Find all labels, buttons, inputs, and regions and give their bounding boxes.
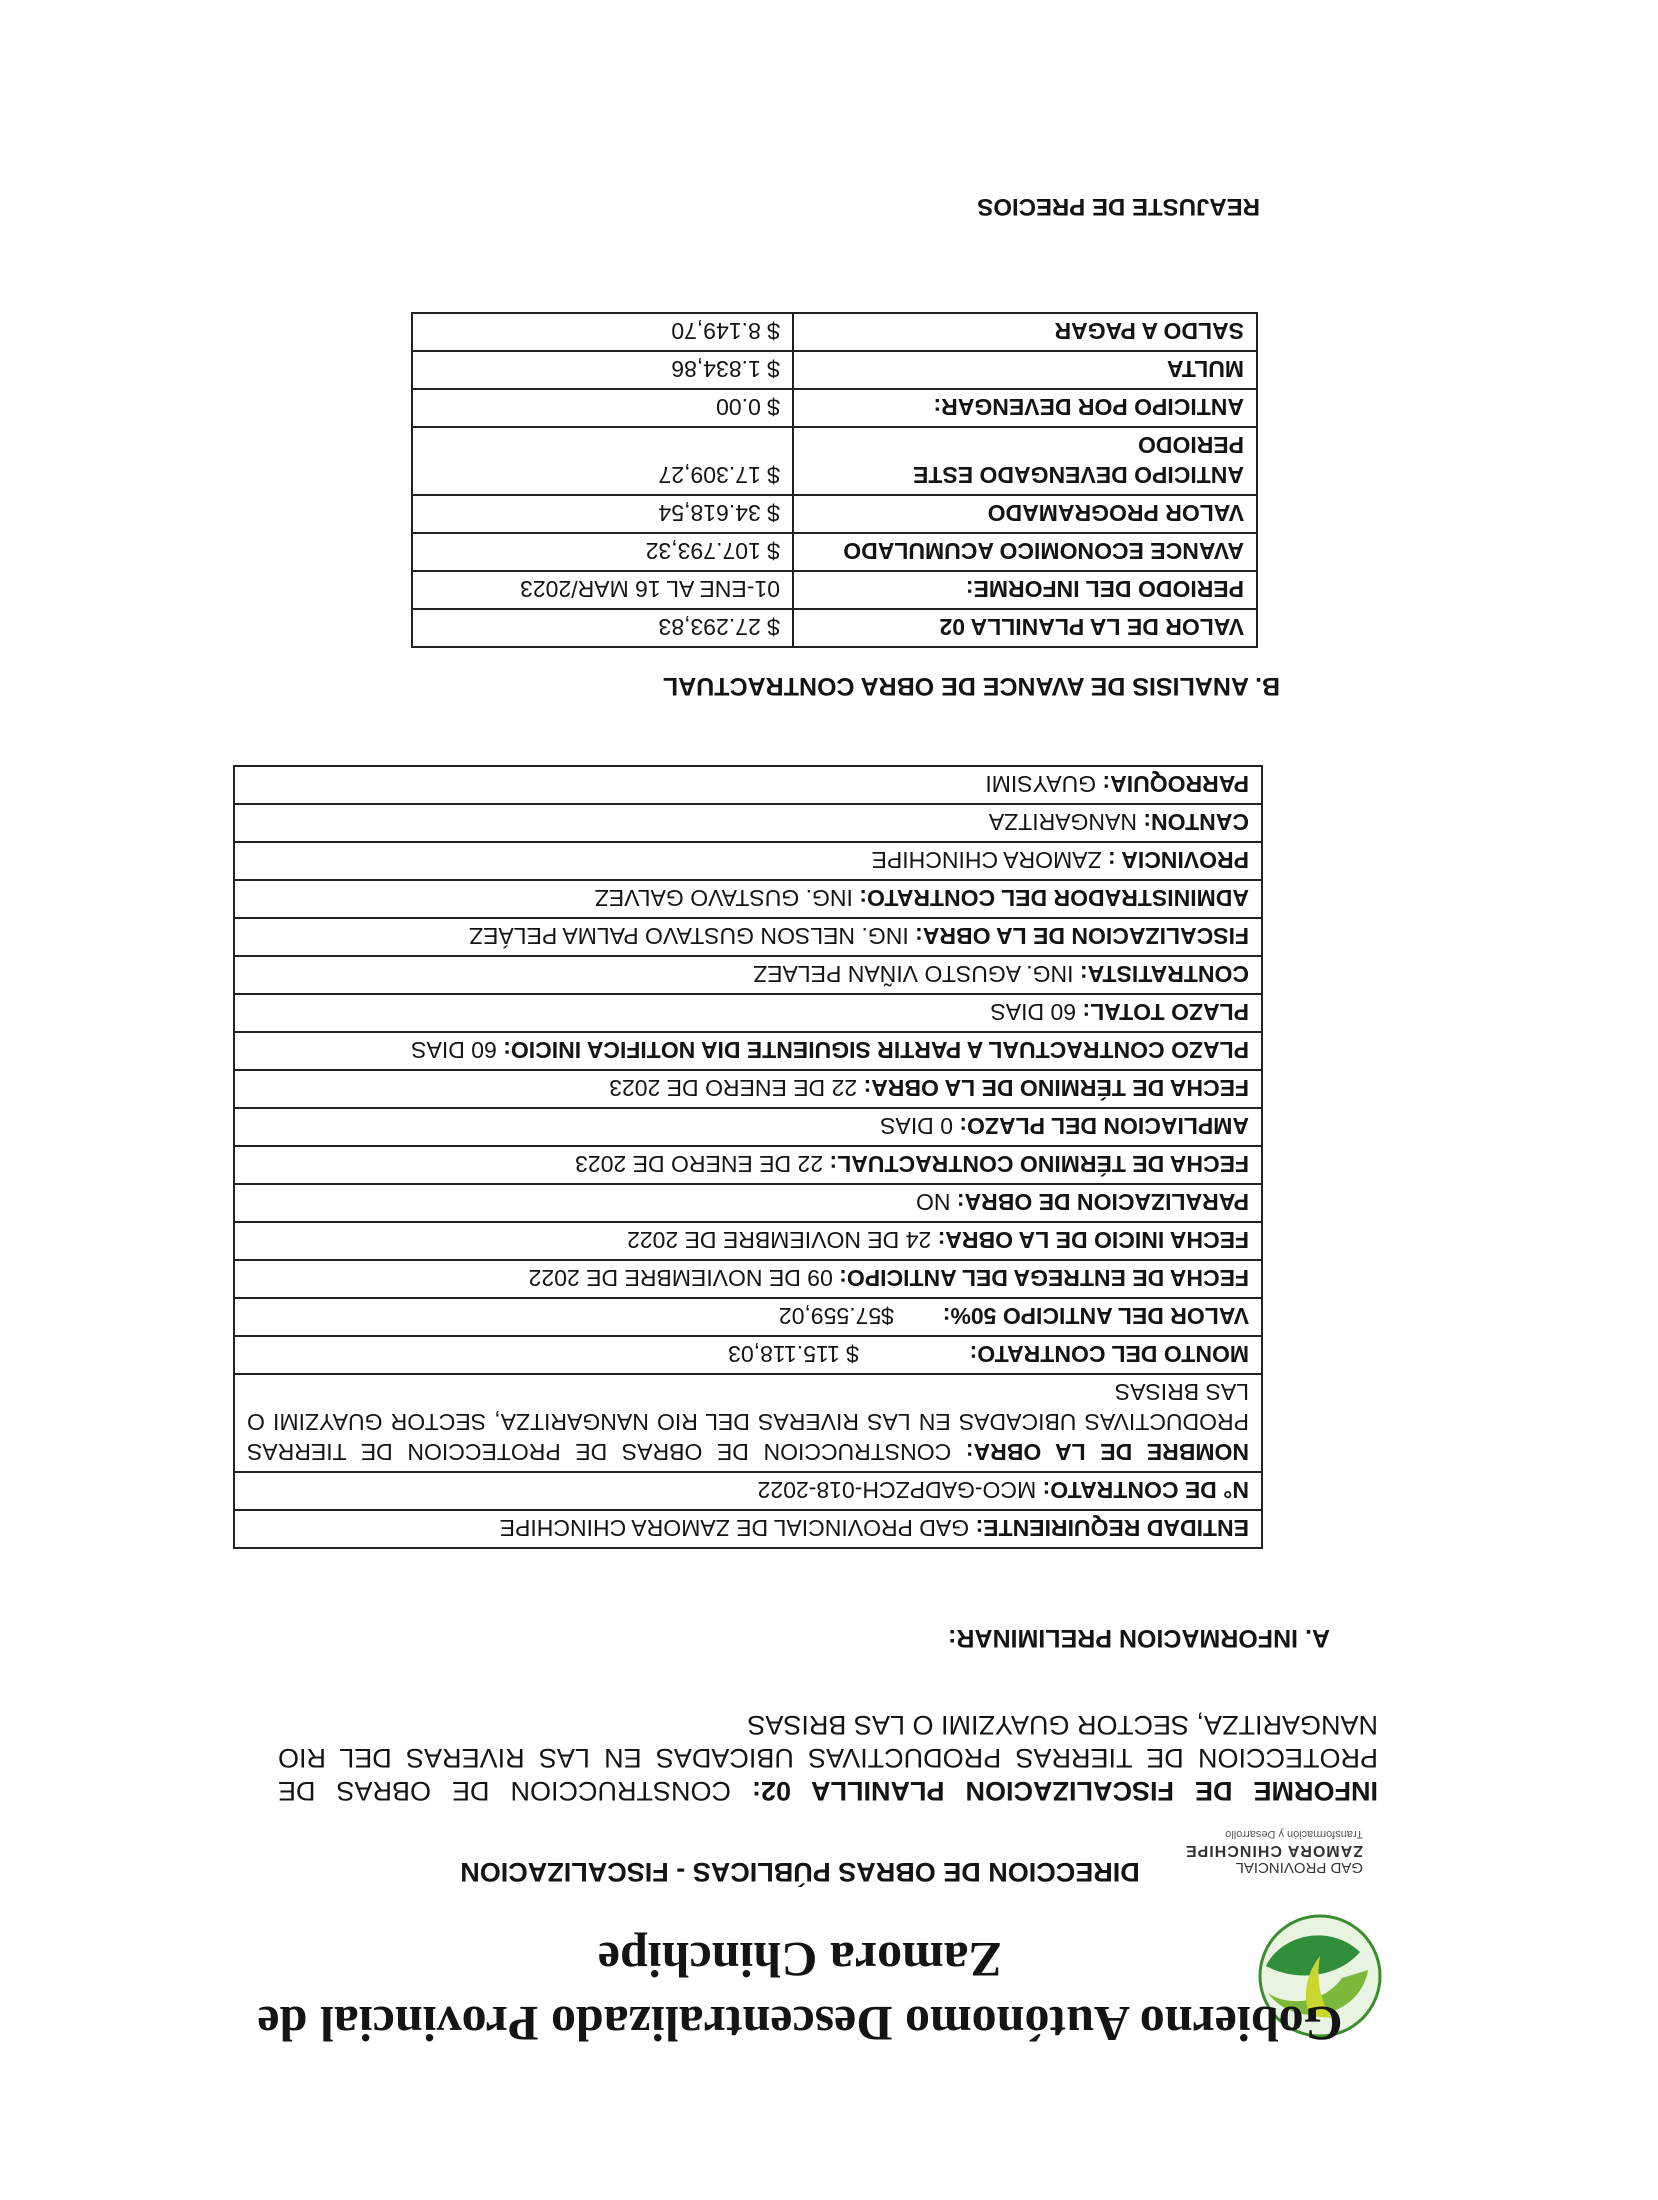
table-row (234, 1510, 1262, 1548)
row-value: $ 1.834,86 (412, 351, 793, 389)
table-row (234, 1298, 1262, 1336)
table-row (412, 571, 1257, 609)
table-row (412, 313, 1257, 351)
row-label: MULTA (793, 351, 1257, 389)
progress-analysis-table (411, 312, 1258, 648)
row-label: ADMINISTRADOR DEL CONTRATO: (859, 885, 1249, 911)
table-row (412, 389, 1257, 427)
row-label: VALOR DEL ANTICIPO 50%: (942, 1303, 1249, 1329)
table-row (234, 1184, 1262, 1222)
org-name-line-1: Gobierno Autónomo Descentralizado Provincial de (257, 1996, 1343, 2052)
row-value: 09 DE NOVIEMBRE DE 2022 (528, 1265, 833, 1291)
row-value: 22 DE ENERO DE 2023 (575, 1151, 824, 1177)
section-a-heading: A. INFORMACION PRELIMINAR: (948, 1624, 1330, 1652)
row-value: MCO-GADPZCH-018-2022 (757, 1477, 1037, 1503)
row-value: NANGARITZA (988, 809, 1137, 835)
row-label: VALOR PROGRAMADO (793, 495, 1257, 533)
row-label: CANTON: (1143, 809, 1249, 835)
table-row (234, 956, 1262, 994)
table-row (234, 1336, 1262, 1374)
table-row (234, 804, 1262, 842)
row-value: $ 0.00 (412, 389, 793, 427)
table-row (234, 1070, 1262, 1108)
direction-heading: DIRECCION DE OBRAS PÚBLICAS - FISCALIZACION (460, 1857, 1140, 1887)
row-value: 01-ENE AL 16 MAR/2023 (412, 571, 793, 609)
price-adjustment-heading: REAJUSTE DE PRECIOS (977, 193, 1260, 220)
organization-name (210, 1928, 1390, 2056)
row-value: $57.559,02 (778, 1303, 894, 1329)
report-title-bold: INFORME DE FISCALIZACION PLANILLA 02: (752, 1776, 1378, 1806)
logo-caption-line-3: Transformación y Desarrollo (1225, 1828, 1363, 1840)
row-label: NOMBRE DE LA OBRA: (965, 1439, 1249, 1465)
row-label: ANTICIPO DEVENGADO ESTE PERIODO (793, 427, 1257, 495)
report-title (278, 1708, 1378, 1807)
row-label: PERIODO DEL INFORME: (793, 571, 1257, 609)
row-value: NO (915, 1189, 951, 1215)
table-row (234, 994, 1262, 1032)
row-label: PROVINCIA : (1108, 847, 1249, 873)
row-value: 60 DIAS (411, 1037, 497, 1063)
row-value: CONSTRUCCION DE OBRAS DE PROTECCION DE TIERRAS PRODUCTIVAS UBICADAS EN LAS RIVERAS DEL RIO NANGARITZA, SECTOR GUAYZIMI O LAS BRISAS (246, 1379, 1249, 1465)
table-row (234, 880, 1262, 918)
row-label: VALOR DE LA PLANILLA 02 (793, 609, 1257, 647)
table-row (234, 842, 1262, 880)
row-label: FECHA DE TÉRMINO CONTRACTUAL: (829, 1151, 1249, 1177)
row-value: $ 115.118,03 (728, 1341, 859, 1367)
row-label: AMPLIACION DEL PLAZO: (959, 1113, 1249, 1139)
table-row (234, 1108, 1262, 1146)
table-row (234, 1032, 1262, 1070)
row-value: 60 DIAS (990, 999, 1077, 1025)
org-name-line-2: Zamora Chinchipe (597, 1932, 1003, 1988)
row-value: 22 DE ENERO DE 2023 (609, 1075, 858, 1101)
table-row (234, 918, 1262, 956)
row-label: FECHA INICIO DE LA OBRA: (937, 1227, 1249, 1253)
table-row (412, 533, 1257, 571)
row-value: $ 8.149,70 (412, 313, 793, 351)
table-row (234, 1472, 1262, 1510)
row-label: CONTRATISTA: (1079, 961, 1249, 987)
row-label: AVANCE ECONOMICO ACUMULADO (793, 533, 1257, 571)
row-label: PARALIZACION DE OBRA: (956, 1189, 1249, 1215)
table-row (412, 495, 1257, 533)
table-row (412, 427, 1257, 495)
table-row (234, 1374, 1262, 1472)
row-value: 24 DE NOVIEMBRE DE 2022 (627, 1227, 932, 1253)
row-label: ANTICIPO POR DEVENGAR: (793, 389, 1257, 427)
row-value: $ 107.793,32 (412, 533, 793, 571)
row-value: ING. AGUSTO VIÑAN PELAEZ (753, 961, 1074, 987)
row-value: 0 DIAS (880, 1113, 953, 1139)
row-value: $ 34.618,54 (412, 495, 793, 533)
row-value: GUAYSIMI (985, 771, 1097, 797)
row-value: $ 27.293,83 (412, 609, 793, 647)
row-label: ENTIDAD REQUIRIENTE: (975, 1515, 1249, 1541)
row-value: ING. NELSON GUSTAVO PALMA PELÁEZ (469, 923, 909, 949)
table-row (412, 609, 1257, 647)
preliminary-info-table (233, 765, 1263, 1549)
table-row (234, 1260, 1262, 1298)
report-title-rest: CONSTRUCCION DE OBRAS DE PROTECCION DE TIERRAS PRODUCTIVAS UBICADAS EN LAS RIVERAS DEL RIO NANGARITZA, SECTOR GUAYZIMI O LAS BRISAS (278, 1710, 1378, 1806)
row-value: ING. GUSTAVO GALVEZ (594, 885, 853, 911)
table-row (234, 766, 1262, 804)
row-label: PLAZO CONTRACTUAL A PARTIR SIGUIENTE DIA NOTIFICA INICIO: (503, 1037, 1249, 1063)
row-value: $ 17.309,27 (412, 427, 793, 495)
row-label: PLAZO TOTAL: (1082, 999, 1249, 1025)
row-value: GAD PROVINCIAL DE ZAMORA CHINCHIPE (499, 1515, 970, 1541)
logo-caption-line-2: ZAMORA CHINCHIPE (1184, 1842, 1363, 1859)
row-label: PARROQUIA: (1102, 771, 1249, 797)
row-label: N° DE CONTRATO: (1042, 1477, 1249, 1503)
table-row (234, 1146, 1262, 1184)
table-row (234, 1222, 1262, 1260)
table-row (412, 351, 1257, 389)
row-label: MONTO DEL CONTRATO: (969, 1341, 1249, 1367)
row-label: FECHA DE ENTREGA DEL ANTICIPO: (839, 1265, 1249, 1291)
row-label: FISCALIZACION DE LA OBRA: (915, 923, 1249, 949)
row-label: SALDO A PAGAR (793, 313, 1257, 351)
section-b-heading: B. ANALISIS DE AVANCE DE OBRA CONTRACTUAL (662, 672, 1280, 700)
row-label: FECHA DE TÉRMINO DE LA OBRA: (863, 1075, 1249, 1101)
row-value: ZAMORA CHINCHIPE (871, 847, 1102, 873)
logo-caption-line-1: GAD PROVINCIAL (1235, 1859, 1363, 1876)
